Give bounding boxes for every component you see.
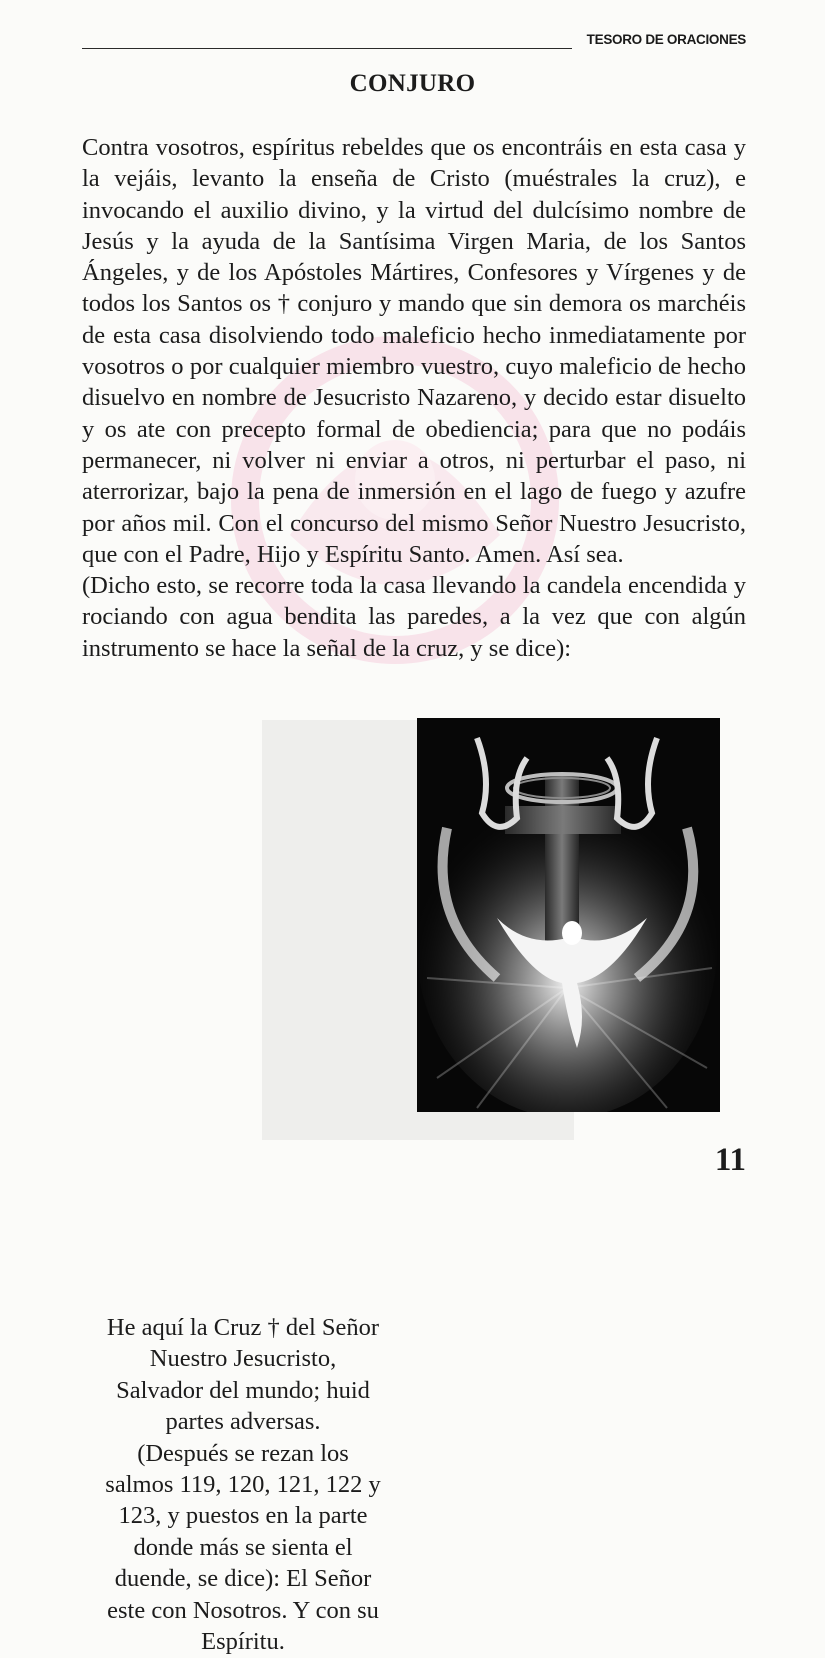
paragraph-instructions: (Dicho esto, se recorre toda la casa llevando la candela encendida y rociando con agua bendita las paredes, a la vez que con algún instrumento se hace la señal de la cruz, y se dice): [82, 572, 746, 662]
prayer-line: donde más se sienta el [133, 1533, 353, 1561]
body-text [82, 132, 746, 664]
prayer-line: este con Nosotros. Y con su [107, 1596, 379, 1624]
prayer-block [80, 1312, 406, 1657]
prayer-line: salmos 119, 120, 121, 122 y [105, 1471, 381, 1499]
prayer-line: 123, y puestos en la parte [118, 1502, 368, 1530]
page-number: 11 [714, 1142, 746, 1178]
prayer-line: Salvador del mundo; huid [116, 1376, 370, 1404]
prayer-line: He aquí la Cruz † del Señor [106, 1314, 380, 1342]
prayer-line: Nuestro Jesucristo, [149, 1345, 337, 1373]
paragraph-conjuro: Contra vosotros, espíritus rebeldes que os encontráis en esta casa y la vejáis, levanto la enseña de Cristo (muéstrales la cruz), e invocando el auxilio divino, y la virtud del dulcísimo nombre de Jesús y la ayuda de la Santísima Virgen Maria, de los Santos Ángeles, y de los Apóstoles Mártires, Confesores y Vírgenes y de todos los Santos os † conjuro y mando que sin demora os marchéis de esta casa disolviendo todo maleficio hecho inmediatamente por vosotros o por cualquier miembro vuestro, cuyo maleficio de hecho disuelvo en nombre de Jesucristo Nazareno, y decido estar disuelto y os ate con precepto formal de obediencia; para que no podáis permanecer, ni volver ni enviar a otros, ni perturbar el paso, ni aterrorizar, bajo la pena de inmersión en el lago de fuego y azufre por años mil. Con el concurso del mismo Señor Nuestro Jesucristo, que con el Padre, Hijo y Espíritu Santo. Amen. Así sea. [82, 134, 746, 568]
header-rule [82, 48, 572, 49]
page-title: CONJURO [349, 70, 476, 97]
prayer-line: partes adversas. [165, 1408, 321, 1436]
cross-dove-illustration [417, 718, 720, 1112]
running-header: TESORO DE ORACIONES [586, 32, 746, 47]
prayer-line: (Después se rezan los [137, 1439, 349, 1467]
prayer-line: duende, se dice): El Señor [114, 1565, 372, 1593]
prayer-line: Espíritu. [201, 1628, 285, 1656]
